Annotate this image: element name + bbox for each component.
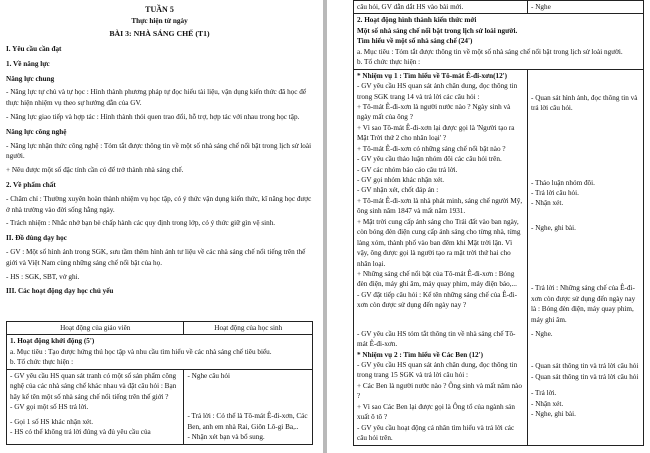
activity-2-cell — [354, 14, 644, 69]
task-2-student — [531, 372, 640, 420]
student-cell: - Nghe — [528, 1, 644, 14]
list-item: + Tô-mát Ê-đi-xơn là nhà phát minh, sáng chế người Mỹ, ông sinh năm 1847 và mất năm 1931. — [357, 196, 523, 216]
task-1-body — [357, 81, 524, 350]
teacher-text: - GV yêu cầu HS quan sát tranh có một số sản phẩm công nghệ của các nhà sáng chế khác nhau và đặt câu hỏi : Bạn hãy kể tên một số nhà sáng chế nổi tiếng trên thế giới ? — [10, 371, 177, 401]
left-activity-table — [6, 321, 313, 445]
list-item: + Những sáng chế nổi bật của Tô-mát Ê-đi-xơn : Bóng đèn điện, máy ghi âm, máy quay phim, máy điện báo,... — [357, 269, 517, 289]
dd-item-1: - GV : Một số hình ảnh trong SGK, sưu tầm thêm hình ảnh tư liệu về các nhà sáng chế nổi tiếng trên thế giới và Việt Nam cùng những sáng chế nổi bật của họ. — [6, 247, 306, 267]
list-item: - Trả lời câu hỏi. — [531, 188, 579, 197]
list-item — [357, 320, 524, 329]
list-item: - GV gọi nhóm khác nhận xét. — [357, 176, 445, 184]
student-text: - Nghe câu hỏi — [187, 371, 230, 380]
activity-2-subtitle: Một số nhà sáng chế nổi bật trong lịch sử loài người. — [357, 26, 518, 35]
list-item: - Nghe. — [531, 330, 553, 338]
section-3-heading: III. Các hoạt động dạy học chủ yếu — [6, 287, 114, 296]
list-item: - GV yêu cầu hoạt động cá nhân tìm hiểu và trả lời các câu hỏi trên. — [357, 423, 515, 443]
activity-2-org: b. Tổ chức thực hiện : — [357, 58, 421, 67]
section-1-1-heading: 1. Về năng lực — [6, 59, 50, 68]
table-row — [354, 14, 644, 69]
list-item — [357, 311, 524, 320]
list-item: - Trả lời. — [531, 389, 557, 398]
teacher-cell: câu hỏi, GV dẫn dắt HS vào bài mới. — [354, 1, 528, 14]
student-cell — [528, 69, 644, 445]
section-1-heading: I. Yêu cầu cần đạt — [6, 45, 62, 53]
table-row — [7, 369, 313, 444]
activity-2-topic: Tìm hiểu về một số nhà sáng chế (24') — [357, 37, 473, 46]
list-item: - GV yêu cầu HS tóm tắt thông tin về nhà sáng chế Tô-mát Ê-đi-xơn. — [357, 329, 516, 349]
task-2-body — [357, 360, 524, 444]
list-item: - Trả lời : Những sáng chế của Ê-đi-xơn còn được sử dụng đến ngày nay là : Bóng đèn điện, máy quay phim, máy ghi âm. — [531, 284, 636, 324]
activity-2-goal: a. Mục tiêu : Tóm tắt được thông tin về một số nhà sáng chế nổi bật trong lịch sử loài người. — [357, 47, 623, 56]
week-heading: TUẦN 5 — [145, 5, 174, 14]
task-1-title: * Nhiệm vụ 1 : Tìm hiểu về Tô-mát Ê-đi-xơn(12') — [357, 71, 508, 80]
teacher-cell — [7, 369, 184, 444]
list-item: + Tô-mát Ê-đi-xơn là người nước nào ? Ngày sinh và ngày mất của ông ? — [357, 102, 511, 122]
date-line: Thực hiện từ ngày — [131, 17, 188, 25]
student-cell — [184, 369, 313, 444]
dd-item-2: - HS : SGK, SBT, vở ghi. — [6, 272, 80, 281]
list-item: - GV đặt tiếp câu hỏi : Kể tên những sáng chế của Ê-đi-xơn còn được sử dụng đến ngày nay ? — [357, 290, 518, 310]
list-item: + Vì sao Tô-mát Ê-đi-xơn lại được gọi là 'Người tạo ra Mặt Trời thứ 2 cho nhân loại' ? — [357, 123, 515, 143]
list-item: - Thảo luận nhóm đôi. — [531, 178, 595, 187]
list-item: - Nghe, ghi bài. — [531, 223, 576, 232]
activity-1-org: b. Tổ chức thực hiện : — [10, 358, 74, 367]
table-row — [7, 335, 313, 369]
teacher-text: - GV gọi một số HS trả lời. — [10, 403, 89, 412]
activity-1-cell — [7, 335, 313, 369]
list-item: - GV yêu cầu thảo luận nhóm đôi các câu hỏi trên. — [357, 155, 502, 164]
table-row — [354, 69, 644, 445]
student-text: - Trả lời : Có thể là Tô-mát Ê-đi-xơn, Các Ben, anh em nhà Rai, Giôn Lô-gi Ba,.. — [187, 412, 308, 431]
nl-item-1: - Năng lực tự chủ và tự học : Hình thành phương pháp tự đọc hiểu tài liệu, vận dụng kiến thức đã học để thực hiện nhiệm vụ theo sự hướng dẫn của GV. — [6, 88, 307, 108]
section-2-heading: II. Đồ dùng dạy học — [6, 234, 67, 243]
cn-item-1: - Năng lực nhận thức công nghệ : Tóm tắt được thông tin về một số nhà sáng chế nổi bật trong lịch sử loài người. — [6, 141, 312, 161]
section-1-2-heading: 2. Về phẩm chất — [6, 180, 56, 189]
list-item: - GV nhận xét, chốt đáp án : — [357, 186, 439, 195]
list-item: - Nhận xét. — [531, 399, 564, 408]
teacher-text: - Gọi 1 số HS khác nhận xét. — [10, 417, 94, 426]
left-page — [0, 0, 323, 453]
list-item: - Nghe, ghi bài. — [531, 410, 576, 419]
activity-2-title: 2. Hoạt động hình thành kiến thức mới — [357, 16, 477, 25]
list-item: - Quan sát thông tin và trả lời câu hỏi — [531, 372, 639, 381]
task-2-title: * Nhiệm vụ 2 : Tìm hiểu về Các Ben (12') — [357, 350, 484, 359]
right-activity-table — [353, 0, 644, 446]
right-page — [327, 0, 650, 453]
list-item: + Vì sao Các Ben lại được gọi là Ông tổ của ngành sản xuất ô tô ? — [357, 402, 515, 422]
student-text: - Nhận xét bạn và bổ sung. — [187, 433, 265, 442]
table-row — [354, 1, 644, 14]
list-item: - Quan sát hình ảnh, đọc thông tin và trả lời câu hỏi. — [531, 93, 638, 113]
list-item: + Mặt trời cung cấp ánh sáng cho Trái đất vào ban ngày, còn bóng đèn điện cung cấp ánh sáng cho từng nhà, từng làng xóm, thành phố vào ban đêm khi Mặt trời lặn. Vì vậy, ông được gọi là người tạo ra mặt trời thứ hai cho nhân loại. — [357, 217, 521, 268]
list-item: + Tô-mát Ê-đi-xơn có những sáng chế nổi bật nào ? — [357, 144, 506, 153]
col-student-header: Hoạt động của học sinh — [184, 322, 313, 335]
nl-item-2: - Năng lực giao tiếp và hợp tác : Hình thành thói quen trao đổi, hỗ trợ, hợp tác với nhau trong học tập. — [6, 112, 300, 121]
teacher-text: - HS có thể không trả lời đúng và đủ yêu cầu của — [10, 427, 151, 436]
list-item: - Quan sát thông tin và trả lời câu hỏi — [531, 362, 639, 371]
col-teacher-header: Hoạt động của giáo viên — [7, 322, 184, 335]
nl-cong-nghe-heading: Năng lực công nghệ — [6, 127, 67, 136]
pc-item-2: - Trách nhiệm : Nhắc nhở bạn bè chấp hành các quy định trong lớp, có ý thức giữ gìn vệ sinh. — [6, 219, 276, 228]
teacher-cell — [354, 69, 528, 445]
lesson-title: BÀI 3: NHÀ SÁNG CHẾ (T1) — [109, 29, 210, 38]
list-item: - GV các nhóm báo cáo câu trả lời. — [357, 165, 458, 174]
table-header-row — [7, 322, 313, 335]
activity-1-goal: a. Mục tiêu : Tạo được hứng thú học tập và nhu cầu tìm hiểu về các nhà sáng chế tiêu biểu. — [10, 347, 272, 356]
activity-1-title: 1. Hoạt động khởi động (5') — [10, 337, 95, 346]
nl-chung-heading: Năng lực chung — [6, 74, 55, 83]
pc-item-1: - Chăm chỉ : Thường xuyên hoàn thành nhiệm vụ học tập, có ý thức vận dụng kiến thức, kĩ năng học được ở nhà trường vào đời sống hằng ngày. — [6, 194, 312, 214]
list-item: - GV yêu cầu HS quan sát ảnh chân dung, đọc thông tin trong SGK trang 14 và trả lời các câu hỏi : — [357, 82, 518, 101]
list-item: + Các Ben là người nước nào ? Ông sinh và mất năm nào ? — [357, 381, 522, 401]
list-item: - GV yêu cầu HS quan sát ảnh chân dung, đọc thông tin trong trang 15 SGK và trả lời câu hỏi : — [357, 361, 518, 380]
list-item: - Nhận xét. — [531, 199, 564, 208]
cn-item-2: + Nêu được một số đặc tính cần có để trở thành nhà sáng chế. — [6, 166, 184, 175]
task-1-student — [531, 93, 640, 372]
left-body — [6, 44, 313, 297]
